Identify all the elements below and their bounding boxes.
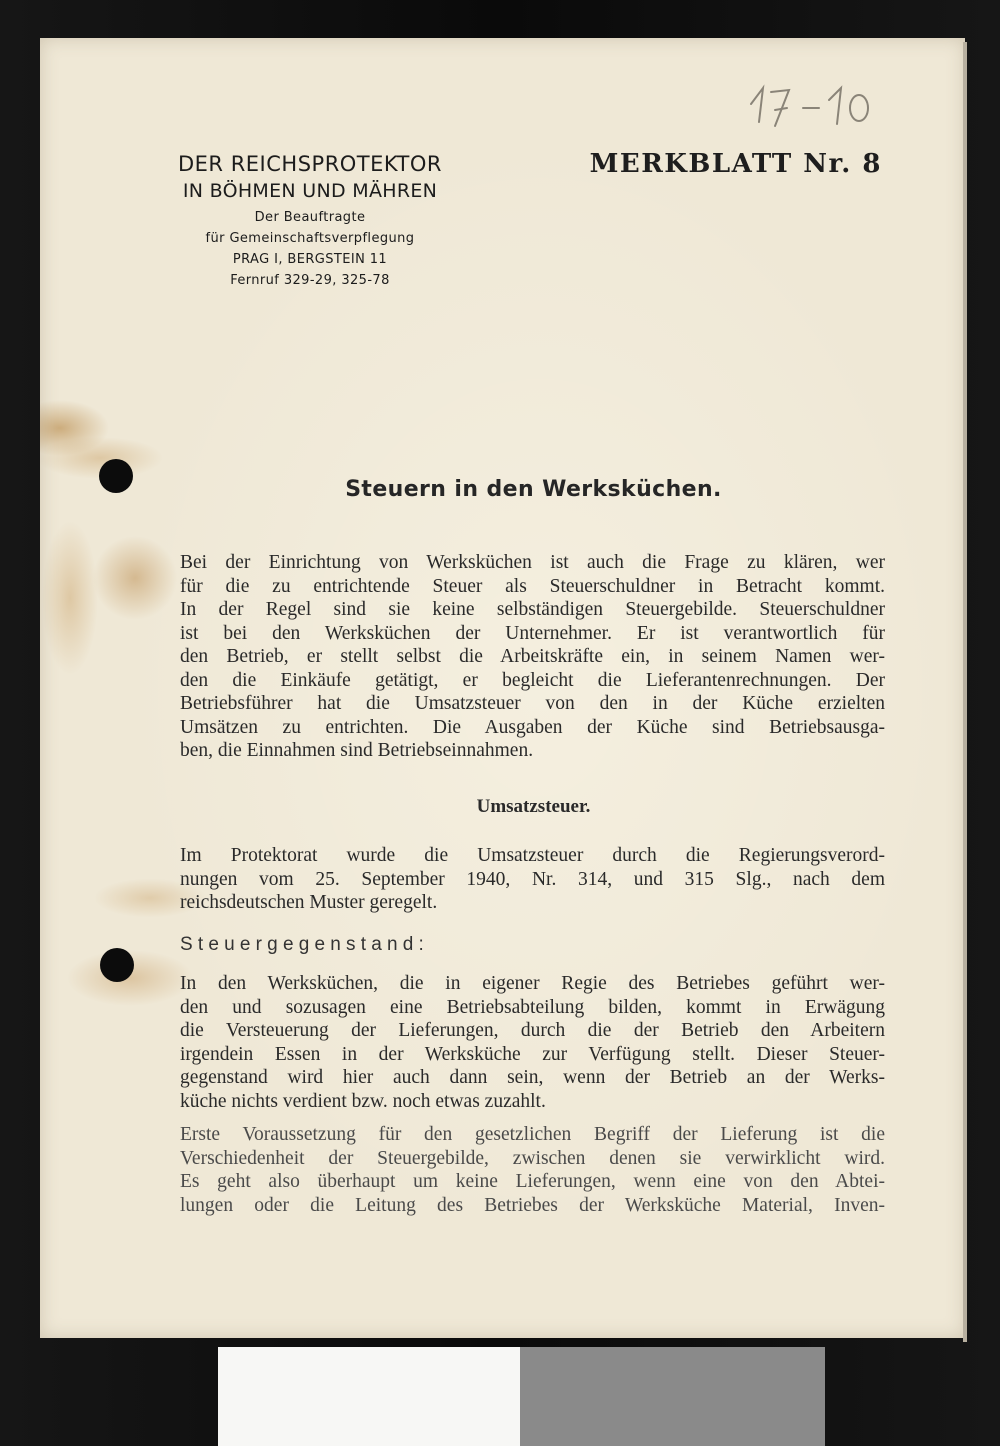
sender-line-3: Der Beauftragte	[254, 210, 366, 225]
sender-line-5: PRAG I, BERGSTEIN 11	[232, 252, 388, 267]
sender-line-4: für Gemeinschaftsverpflegung	[205, 231, 415, 246]
grey-reference-card	[520, 1347, 825, 1446]
punch-hole-top	[99, 459, 133, 493]
section-label: Steuergegenstand:	[180, 934, 429, 955]
paragraph-1	[180, 551, 885, 763]
text-line: irgendein Essen in der Werksküche zur Verfügung stellt. Dieser Steuer-	[180, 1043, 885, 1065]
text-line: den Betrieb, er stellt selbst die Arbeitskräfte ein, in seinem Namen wer-	[180, 646, 885, 667]
sender-block	[160, 150, 460, 291]
paragraph-4	[180, 1123, 885, 1217]
text-line: die Versteuerung der Lieferungen, durch die der Betrieb den Arbeitern	[180, 1020, 885, 1041]
paragraph-2	[180, 844, 885, 915]
punch-hole-bottom	[100, 948, 134, 982]
text-line: lungen oder die Leitung des Betriebes der Werksküche Material, Inven-	[180, 1194, 885, 1216]
text-line: Erste Voraussetzung für den gesetzlichen Begriff der Lieferung ist die	[180, 1124, 885, 1145]
text-line: Betriebsführer hat die Umsatzsteuer von den in der Küche erzielten	[180, 693, 885, 714]
text-line: gegenstand wird hier auch dann sein, wenn der Betrieb an der Werks-	[180, 1067, 885, 1088]
text-line: ben, die Einnahmen sind Betriebseinnahmen.	[180, 740, 534, 761]
text-line: Verschiedenheit der Steuergebilde, zwischen denen sie verwirklicht wird.	[180, 1147, 885, 1169]
text-line: Bei der Einrichtung von Werksküchen ist auch die Frage zu klären, wer	[180, 552, 885, 573]
text-line: nungen vom 25. September 1940, Nr. 314, und 315 Slg., nach dem	[180, 868, 885, 890]
white-reference-card	[218, 1347, 520, 1446]
text-line: Im Protektorat wurde die Umsatzsteuer durch die Regierungsverord-	[180, 845, 885, 866]
sender-line-6: Fernruf 329-29, 325-78	[230, 273, 390, 288]
text-line: In der Regel sind sie keine selbständigen Steuergebilde. Steuerschuldner	[180, 599, 885, 620]
text-line: für die zu entrichtende Steuer als Steuerschuldner in Betracht kommt.	[180, 575, 885, 597]
text-line: reichsdeutschen Muster geregelt.	[180, 892, 438, 913]
page-edge	[963, 42, 967, 1342]
page-heading: Steuern in den Werksküchen.	[345, 477, 722, 502]
handwritten-note	[745, 78, 875, 134]
text-line: In den Werksküchen, die in eigener Regie des Betriebes geführt wer-	[180, 973, 885, 994]
text-line: Umsätzen zu entrichten. Die Ausgaben der Küche sind Betriebsausga-	[180, 716, 885, 738]
paragraph-3	[180, 972, 885, 1113]
document-title: MERKBLATT Nr. 8	[589, 149, 882, 179]
text-line: küche nichts verdient bzw. noch etwas zuzahlt.	[180, 1090, 546, 1112]
text-line: den die Einkäufe getätigt, er begleicht die Lieferantenrechnungen. Der	[180, 669, 885, 691]
handwritten-note-drawing	[745, 78, 875, 134]
text-line: ist bei den Werksküchen der Unternehmer. Er ist verantwortlich für	[180, 622, 885, 644]
text-line: Es geht also überhaupt um keine Lieferungen, wenn eine von den Abtei-	[180, 1171, 885, 1192]
section-heading: Umsatzsteuer.	[476, 796, 591, 817]
sender-line-1: DER REICHSPROTEKTOR	[177, 152, 442, 176]
text-line: den und sozusagen eine Betriebsabteilung bilden, kommt in Erwägung	[180, 996, 885, 1018]
sender-line-2: IN BÖHMEN UND MÄHREN	[182, 180, 438, 202]
